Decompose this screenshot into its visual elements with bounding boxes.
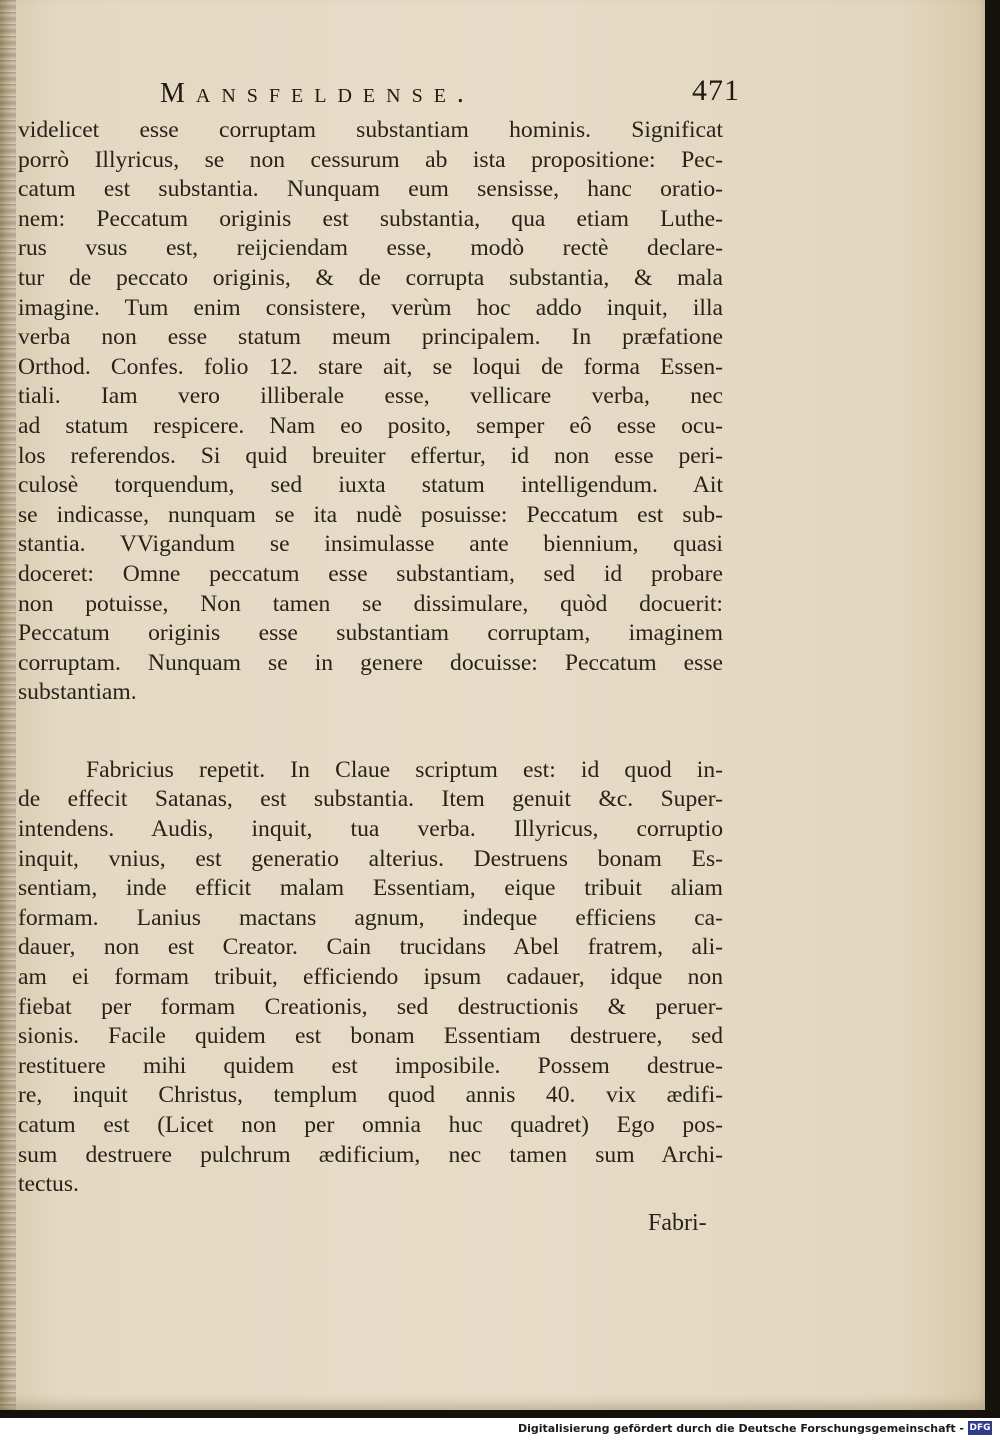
- text-line: catum est (Licet non per omnia huc quadret) Ego pos-: [18, 1112, 723, 1138]
- text-line: restituere mihi quidem est imposibile. Possem destrue-: [18, 1052, 723, 1079]
- paragraph-1: [18, 116, 723, 708]
- catchword: Fabri-: [648, 1210, 707, 1236]
- text-line: tectus.: [18, 1171, 79, 1198]
- text-line: videlicet esse corruptam substantiam hominis. Significat: [18, 117, 723, 143]
- text-line: sionis. Facile quidem est bonam Essentiam destruere, sed: [18, 1023, 723, 1050]
- text-line: corruptam. Nunquam se in genere docuisse: Peccatum esse: [18, 649, 723, 676]
- text-line: Orthod. Confes. folio 12. stare ait, se loqui de forma Essen-: [18, 353, 723, 380]
- paragraph-2: [18, 756, 723, 1200]
- digitization-credit: Digitalisierung gefördert durch die Deutsche Forschungsgemeinschaft -: [517, 1422, 964, 1435]
- text-line: tur de peccato originis, & de corrupta substantia, & mala: [18, 264, 723, 291]
- text-line: non potuisse, Non tamen se dissimulare, quòd docuerit:: [18, 590, 723, 617]
- text-line: porrò Illyricus, se non cessurum ab ista propositione: Pec-: [18, 146, 723, 173]
- text-line: culosè torquendum, sed iuxta statum intelligendum. Ait: [18, 472, 723, 499]
- text-line: inquit, vnius, est generatio alterius. Destruens bonam Es-: [18, 845, 723, 872]
- text-line: de effecit Satanas, est substantia. Item genuit &c. Super-: [18, 786, 723, 813]
- text-line: catum est substantia. Nunquam eum sensisse, hanc oratio-: [18, 176, 723, 203]
- text-line: sum destruere pulchrum ædificium, nec tamen sum Archi-: [18, 1141, 723, 1168]
- running-head: Mansfeldense.: [160, 78, 475, 109]
- page-header: [160, 74, 740, 118]
- text-line: los referendos. Si quid breuiter effertur, id non esse peri-: [18, 442, 723, 469]
- text-line: tiali. Iam vero illiberale esse, vellicare verba, nec: [18, 383, 723, 410]
- text-line: ad statum respicere. Nam eo posito, semper eô esse ocu-: [18, 412, 723, 439]
- paragraph-gap: [18, 708, 723, 756]
- page-number: 471: [692, 74, 740, 107]
- text-line: re, inquit Christus, templum quod annis 40. vix ædifi-: [18, 1082, 723, 1109]
- text-line: formam. Lanius mactans agnum, indeque efficiens ca-: [18, 904, 723, 931]
- page-gutter-edge: [0, 0, 16, 1410]
- text-line: fiebat per formam Creationis, sed destructionis & peruer-: [18, 993, 723, 1020]
- text-line: nem: Peccatum originis est substantia, qua etiam Luthe-: [18, 205, 723, 232]
- text-line: substantiam.: [18, 679, 137, 706]
- text-line: Peccatum originis esse substantiam corruptam, imaginem: [18, 620, 723, 647]
- text-line: dauer, non est Creator. Cain trucidans Abel fratrem, ali-: [18, 934, 723, 961]
- dfg-logo: DFG: [969, 1423, 991, 1433]
- body-text: [18, 116, 723, 1200]
- digitization-footer: [0, 1418, 1000, 1440]
- text-line: Fabricius repetit. In Claue scriptum est: id quod in-: [86, 756, 723, 783]
- text-line: sentiam, inde efficit malam Essentiam, eique tribuit aliam: [18, 875, 723, 902]
- text-line: am ei formam tribuit, efficiendo ipsum cadauer, idque non: [18, 964, 723, 991]
- text-line: intendens. Audis, inquit, tua verba. Illyricus, corruptio: [18, 816, 723, 843]
- text-line: verba non esse statum meum principalem. In præfatione: [18, 324, 723, 351]
- text-line: doceret: Omne peccatum esse substantiam, sed id probare: [18, 560, 723, 587]
- text-line: se indicasse, nunquam se ita nudè posuisse: Peccatum est sub-: [18, 501, 723, 528]
- text-line: rus vsus est, reijciendam esse, modò rectè declare-: [18, 235, 723, 262]
- text-line: imagine. Tum enim consistere, verùm hoc addo inquit, illa: [18, 294, 723, 321]
- text-line: stantia. VVigandum se insimulasse ante biennium, quasi: [18, 531, 723, 558]
